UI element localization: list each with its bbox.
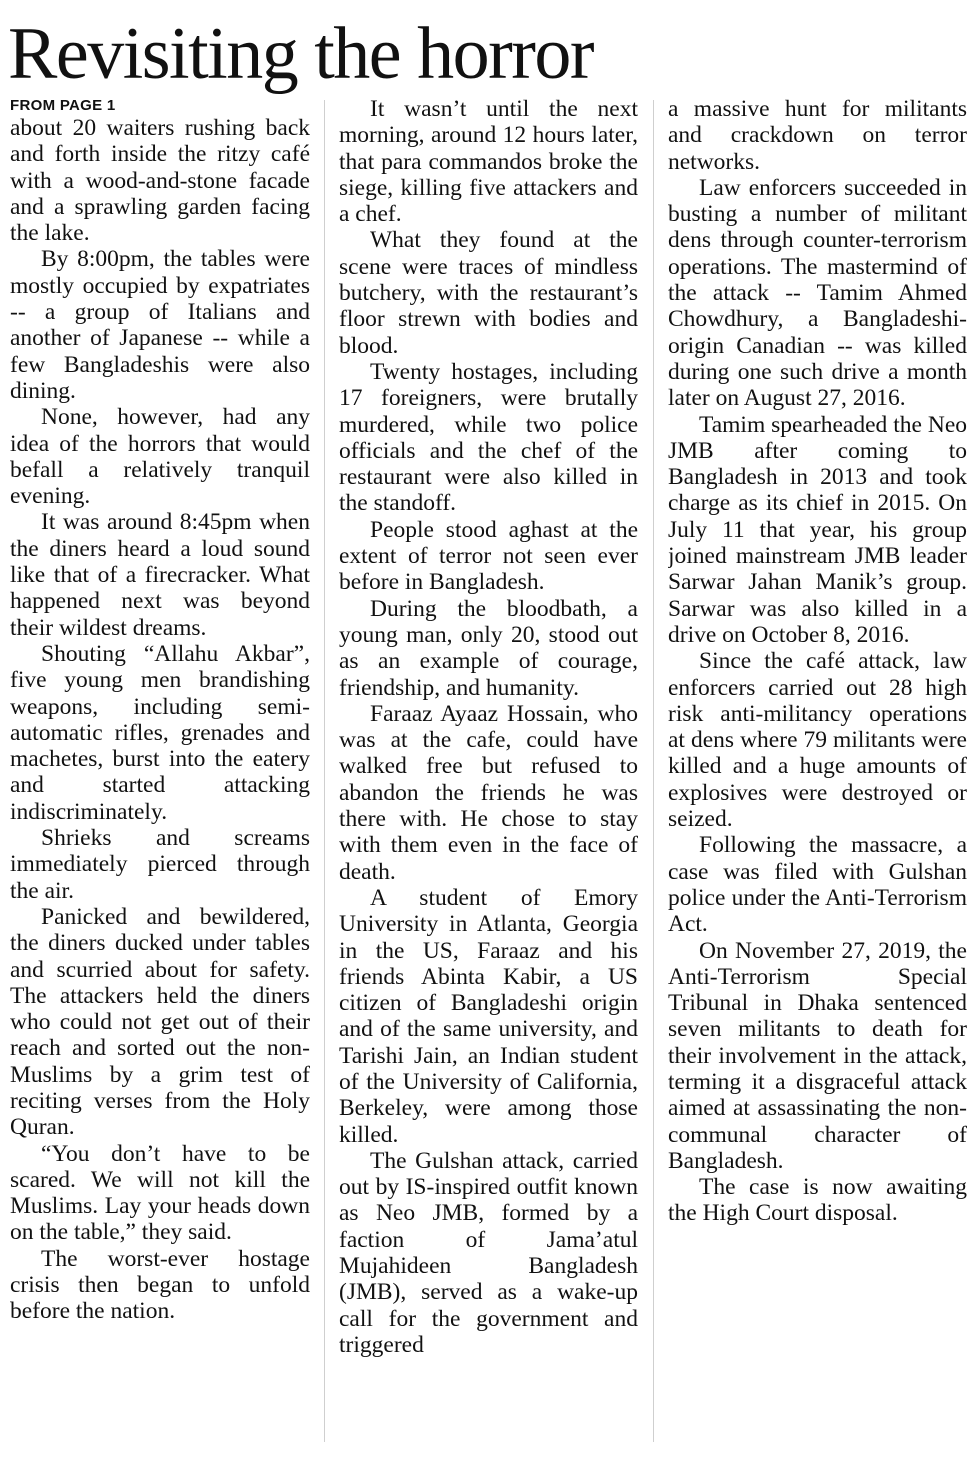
paragraph: The worst-ever hostage crisis then began to unfold before the nation.	[10, 1245, 310, 1325]
paragraph: During the bloodbath, a young man, only 20, stood out as an example of courage, friendship, and humanity.	[339, 595, 638, 701]
paragraph: Panicked and bewildered, the diners ducked under tables and scurried about for safety. The attackers held the diners who could not get out of their reach and sorted out the non-Muslims by a grim test of reciting verses from the Holy Quran.	[10, 903, 310, 1141]
paragraph: It wasn’t until the next morning, around 12 hours later, that para commandos broke the siege, killing five attackers and a chef.	[339, 96, 638, 228]
paragraph: Twenty hostages, including 17 foreigners, were brutally murdered, while two police officials and the chef of the restaurant were also killed in the standoff.	[339, 358, 638, 517]
paragraph: People stood aghast at the extent of terror not seen ever before in Bangladesh.	[339, 516, 638, 596]
article-column-1	[10, 96, 310, 1446]
column-divider	[653, 100, 654, 1442]
article-column-2	[339, 96, 638, 1446]
paragraph: a massive hunt for militants and crackdown on terror networks.	[668, 96, 967, 175]
paragraph: “You don’t have to be scared. We will not kill the Muslims. Lay your heads down on the table,” they said.	[10, 1140, 310, 1246]
paragraph: Faraaz Ayaaz Hossain, who was at the cafe, could have walked free but refused to abandon the friends he was there with. He chose to stay with them even in the face of death.	[339, 700, 638, 885]
paragraph: Law enforcers succeeded in busting a number of militant dens through counter-terrorism operations. The mastermind of the attack -- Tamim Ahmed Chowdhury, a Bangladeshi-origin Canadian -- was killed during one such drive a month later on August 27, 2016.	[668, 174, 967, 412]
paragraph: about 20 waiters rushing back and forth inside the ritzy café with a wood-and-stone facade and a sprawling garden facing the lake.	[10, 115, 310, 247]
paragraph: A student of Emory University in Atlanta, Georgia in the US, Faraaz and his friends Abinta Kabir, a US citizen of Bangladeshi origin and of the same university, and Tarishi Jain, an Indian student of the University of California, Berkeley, were among those killed.	[339, 884, 638, 1148]
paragraph: Tamim spearheaded the Neo JMB after coming to Bangladesh in 2013 and took charge as its chief in 2015. On July 11 that year, his group joined mainstream JMB leader Sarwar Jahan Manik’s group. Sarwar was also killed in a drive on October 8, 2016.	[668, 411, 967, 648]
paragraph: On November 27, 2019, the Anti-Terrorism Special Tribunal in Dhaka sentenced seven militants to death for their involvement in the attack, terming it a disgraceful attack aimed at assassinating the non-communal character of Bangladesh.	[668, 937, 967, 1174]
column-divider	[324, 100, 325, 1442]
paragraph: None, however, had any idea of the horrors that would befall a relatively tranquil evening.	[10, 404, 310, 510]
paragraph: Shrieks and screams immediately pierced through the air.	[10, 825, 310, 904]
paragraph: By 8:00pm, the tables were mostly occupied by expatriates -- a group of Italians and another of Japanese -- while a few Bangladeshis were also dining.	[10, 246, 310, 404]
paragraph: It was around 8:45pm when the diners heard a loud sound like that of a firecracker. What happened next was beyond their wildest dreams.	[10, 509, 310, 641]
paragraph: The case is now awaiting the High Court disposal.	[668, 1174, 967, 1227]
paragraph: The Gulshan attack, carried out by IS-inspired outfit known as Neo JMB, formed by a faction of Jama’atul Mujahideen Bangladesh (JMB), served as a wake-up call for the government and triggered	[339, 1147, 638, 1358]
paragraph: Following the massacre, a case was filed with Gulshan police under the Anti-Terrorism Act.	[668, 832, 967, 938]
headline: Revisiting the horror	[8, 13, 594, 95]
paragraph: Since the café attack, law enforcers carried out 28 high risk anti-militancy operations at dens where 79 militants were killed and a huge amounts of explosives were destroyed or seized.	[668, 648, 967, 833]
paragraph: What they found at the scene were traces of mindless butchery, with the restaurant’s floor strewn with bodies and blood.	[339, 227, 638, 359]
article-column-3	[668, 96, 967, 1446]
continuation-kicker: FROM PAGE 1	[10, 97, 116, 114]
paragraph: Shouting “Allahu Akbar”, five young men brandishing weapons, including semi-automatic rifles, grenades and machetes, burst into the eatery and started attacking indiscriminately.	[10, 640, 310, 825]
